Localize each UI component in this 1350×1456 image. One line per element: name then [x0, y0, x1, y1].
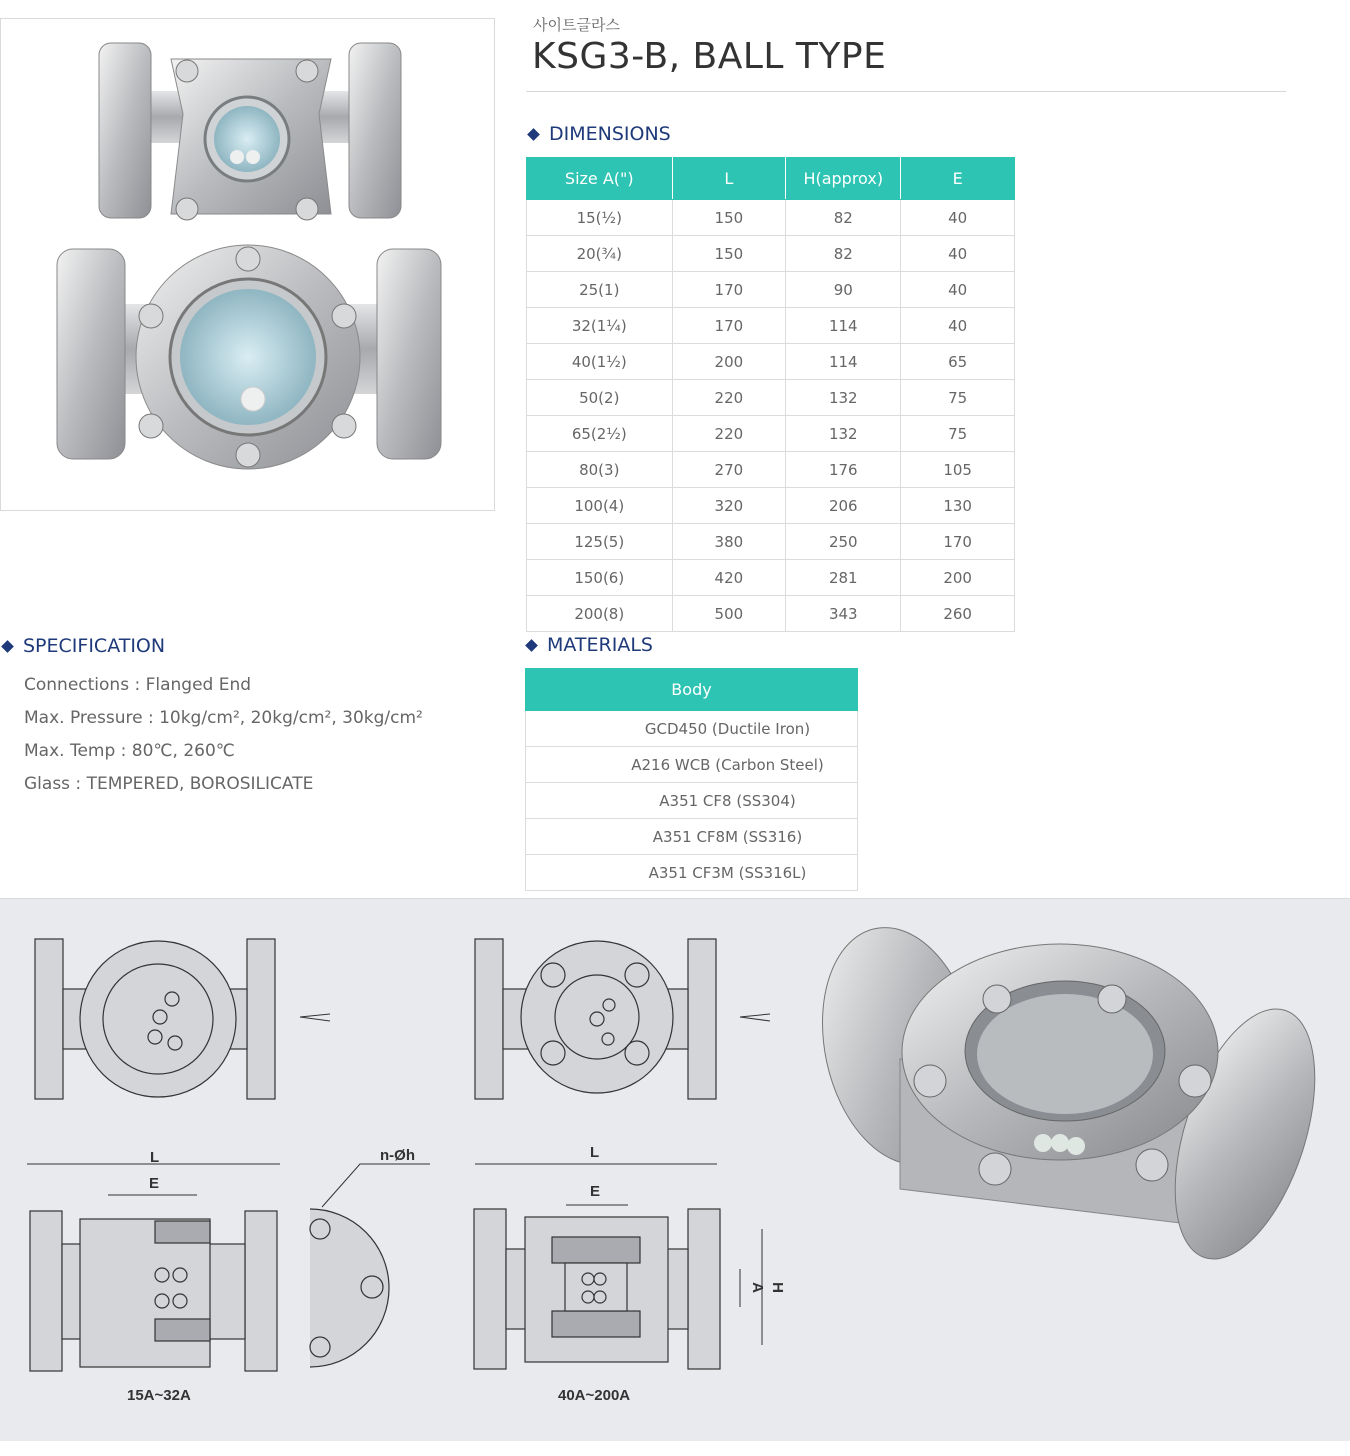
label-l-left: L [150, 1149, 160, 1166]
table-row [526, 855, 858, 891]
label-holes: n-Øh [380, 1147, 415, 1164]
table-row [526, 711, 858, 747]
table-cell: 100(4) [527, 488, 673, 524]
table-cell: 150(6) [527, 560, 673, 596]
material-cell: A351 CF8 (SS304) [526, 783, 858, 819]
table-cell: 150 [672, 200, 786, 236]
table-row [527, 416, 1015, 452]
table-cell: 75 [901, 380, 1015, 416]
label-a: A [748, 1282, 766, 1293]
table-cell: 170 [901, 524, 1015, 560]
table-cell: 15(½) [527, 200, 673, 236]
table-cell: 40 [901, 236, 1015, 272]
table-row [527, 596, 1015, 632]
dimensions-column-header: Size A(") [527, 158, 673, 200]
dimensions-table [526, 157, 1015, 632]
sight-glass-photo-illustration [1, 19, 496, 512]
table-cell: 40 [901, 200, 1015, 236]
table-row [526, 783, 858, 819]
dimensions-header-row [527, 158, 1015, 200]
dimensions-heading-text: DIMENSIONS [549, 123, 671, 145]
table-cell: 65(2½) [527, 416, 673, 452]
table-row [526, 819, 858, 855]
table-row [527, 200, 1015, 236]
table-cell: 200 [672, 344, 786, 380]
table-cell: 200 [901, 560, 1015, 596]
table-row [527, 524, 1015, 560]
table-cell: 105 [901, 452, 1015, 488]
table-cell: 20(¾) [527, 236, 673, 272]
label-e-left: E [149, 1175, 160, 1192]
table-row [527, 308, 1015, 344]
table-cell: 40 [901, 272, 1015, 308]
label-e-right: E [590, 1183, 601, 1200]
table-cell: 90 [786, 272, 901, 308]
material-cell: GCD450 (Ductile Iron) [526, 711, 858, 747]
materials-heading-text: MATERIALS [547, 634, 653, 656]
table-cell: 114 [786, 308, 901, 344]
table-row [527, 380, 1015, 416]
dimensions-heading [526, 123, 671, 145]
drawing-illustration [0, 899, 1350, 1441]
table-cell: 260 [901, 596, 1015, 632]
table-cell: 75 [901, 416, 1015, 452]
isometric-photo [802, 913, 1343, 1276]
title-divider [526, 91, 1286, 92]
dimensions-column-header: E [901, 158, 1015, 200]
table-row [527, 236, 1015, 272]
label-l-right: L [590, 1144, 600, 1161]
table-cell: 130 [901, 488, 1015, 524]
table-cell: 32(1¼) [527, 308, 673, 344]
table-cell: 40(1½) [527, 344, 673, 380]
specification-heading-text: SPECIFICATION [23, 635, 166, 657]
table-cell: 206 [786, 488, 901, 524]
material-cell: A351 CF8M (SS316) [526, 819, 858, 855]
table-cell: 114 [786, 344, 901, 380]
table-cell: 500 [672, 596, 786, 632]
table-cell: 125(5) [527, 524, 673, 560]
table-row [527, 488, 1015, 524]
table-cell: 82 [786, 200, 901, 236]
table-row [527, 452, 1015, 488]
spec-connections: Connections : Flanged End [24, 675, 252, 695]
table-cell: 343 [786, 596, 901, 632]
table-cell: 281 [786, 560, 901, 596]
diamond-bullet-icon [525, 639, 538, 652]
specification-heading [0, 635, 165, 657]
table-cell: 250 [786, 524, 901, 560]
material-cell: A351 CF3M (SS316L) [526, 855, 858, 891]
label-h: H [768, 1282, 786, 1293]
table-cell: 220 [672, 416, 786, 452]
specification-list [24, 669, 423, 801]
dimensions-column-header: L [672, 158, 786, 200]
table-cell: 80(3) [527, 452, 673, 488]
table-cell: 170 [672, 272, 786, 308]
page-title: KSG3-B, BALL TYPE [532, 36, 887, 77]
diamond-bullet-icon [1, 640, 14, 653]
materials-heading [524, 634, 653, 656]
table-cell: 420 [672, 560, 786, 596]
table-cell: 40 [901, 308, 1015, 344]
table-cell: 170 [672, 308, 786, 344]
table-cell: 176 [786, 452, 901, 488]
caption-40a-200a: 40A~200A [558, 1387, 631, 1404]
caption-15a-32a: 15A~32A [127, 1387, 191, 1404]
table-cell: 82 [786, 236, 901, 272]
table-cell: 65 [901, 344, 1015, 380]
page-subtitle: 사이트글라스 [533, 16, 620, 34]
table-cell: 270 [672, 452, 786, 488]
table-cell: 320 [672, 488, 786, 524]
table-cell: 150 [672, 236, 786, 272]
table-row [527, 560, 1015, 596]
table-cell: 200(8) [527, 596, 673, 632]
table-row [527, 344, 1015, 380]
product-photo [0, 18, 495, 511]
spec-glass: Glass : TEMPERED, BOROSILICATE [24, 774, 314, 794]
diamond-bullet-icon [527, 128, 540, 141]
table-row [526, 747, 858, 783]
material-cell: A216 WCB (Carbon Steel) [526, 747, 858, 783]
table-cell: 132 [786, 416, 901, 452]
table-cell: 132 [786, 380, 901, 416]
spec-max-pressure: Max. Pressure : 10kg/cm², 20kg/cm², 30kg/cm² [24, 708, 423, 728]
table-cell: 220 [672, 380, 786, 416]
table-cell: 50(2) [527, 380, 673, 416]
technical-drawings [0, 898, 1350, 1441]
table-row [527, 272, 1015, 308]
dimensions-column-header: H(approx) [786, 158, 901, 200]
materials-table [525, 668, 858, 891]
table-cell: 25(1) [527, 272, 673, 308]
table-cell: 380 [672, 524, 786, 560]
materials-column-header: Body [526, 669, 858, 711]
spec-max-temp: Max. Temp : 80℃, 260℃ [24, 741, 235, 761]
